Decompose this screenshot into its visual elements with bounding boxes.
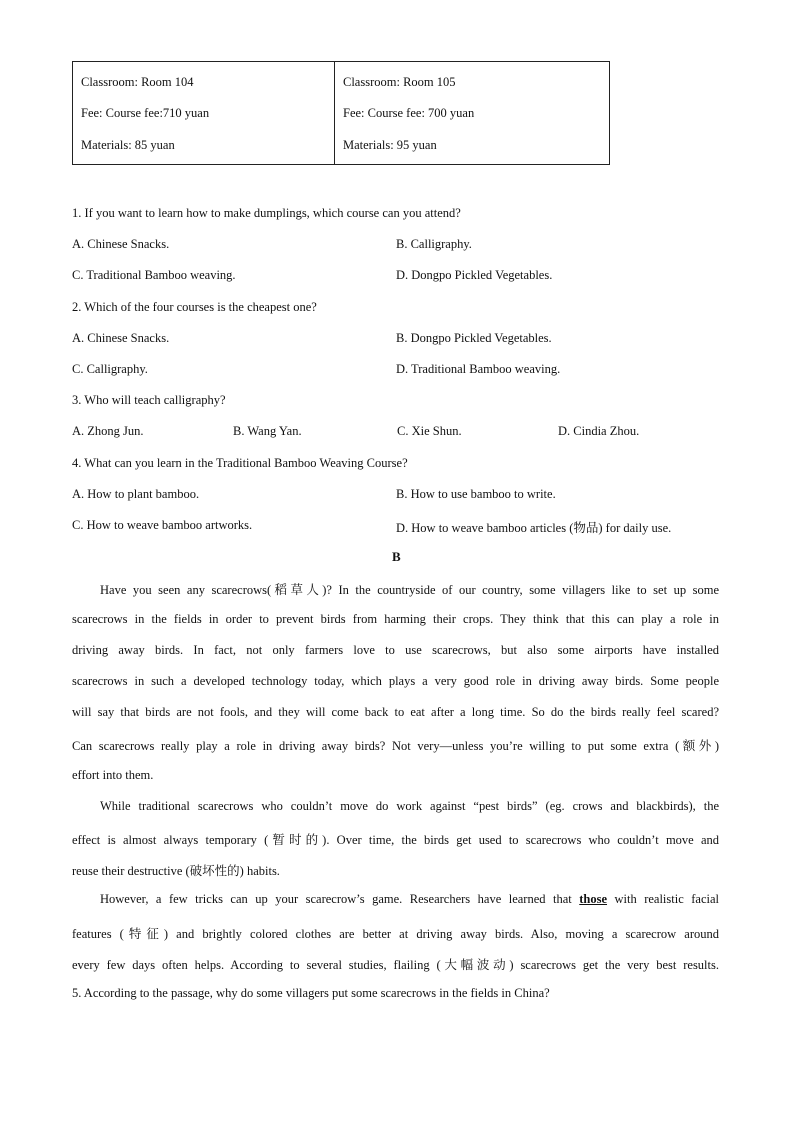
question-1-option-d: D. Dongpo Pickled Vegetables. bbox=[396, 268, 553, 282]
fee-text: Fee: Course fee:710 yuan bbox=[81, 106, 210, 120]
question-2-option-a: A. Chinese Snacks. bbox=[72, 331, 170, 345]
classroom-text: Classroom: Room 105 bbox=[343, 75, 456, 89]
paragraph-3-line: features (特征) and brightly colored clothes are better at driving away birds. Also, moving a scarecrow around bbox=[72, 927, 719, 941]
question-4-option-d: D. How to weave bamboo articles (物品) for daily use. bbox=[396, 521, 672, 535]
question-2-stem: 2. Which of the four courses is the cheapest one? bbox=[72, 300, 317, 314]
paragraph-3-line: every few days often helps. According to several studies, flailing (大幅波动) scarecrows get the very best results. bbox=[72, 958, 719, 972]
classroom-text: Classroom: Room 104 bbox=[81, 75, 194, 89]
question-3-option-b: B. Wang Yan. bbox=[233, 424, 302, 438]
paragraph-1-line: will say that birds are not fools, and they will come back to eat after a long time. So do the birds really feel scared? bbox=[72, 705, 719, 719]
section-b-title: B bbox=[392, 549, 401, 564]
question-2-option-c: C. Calligraphy. bbox=[72, 362, 148, 376]
question-1-option-a: A. Chinese Snacks. bbox=[72, 237, 170, 251]
question-1-stem: 1. If you want to learn how to make dumplings, which course can you attend? bbox=[72, 206, 461, 220]
paragraph-1-line: effort into them. bbox=[72, 768, 154, 782]
question-3-stem: 3. Who will teach calligraphy? bbox=[72, 393, 226, 407]
paragraph-1-line: scarecrows in the fields in order to prevent birds from harming their crops. They think that this can play a role in bbox=[72, 612, 719, 626]
paragraph-1-line: driving away birds. In fact, not only farmers love to use scarecrows, but also some airports have installed bbox=[72, 643, 719, 657]
question-3-option-a: A. Zhong Jun. bbox=[72, 424, 144, 438]
paragraph-3-text-before: However, a few tricks can up your scarecrow’s game. Researchers have learned that bbox=[100, 892, 572, 906]
paragraph-1-line: scarecrows in such a developed technology today, which plays a very good role in driving away birds. Some people bbox=[72, 674, 719, 688]
question-3-option-c: C. Xie Shun. bbox=[397, 424, 462, 438]
question-4-stem: 4. What can you learn in the Traditional Bamboo Weaving Course? bbox=[72, 456, 408, 470]
question-4-option-b: B. How to use bamboo to write. bbox=[396, 487, 556, 501]
paragraph-2-line: While traditional scarecrows who couldn’t move do work against “pest birds” (eg. crows and blackbirds), the bbox=[100, 799, 719, 813]
question-1-option-b: B. Calligraphy. bbox=[396, 237, 472, 251]
course-info-cell-left bbox=[73, 62, 335, 164]
materials-text: Materials: 95 yuan bbox=[343, 138, 437, 152]
question-5-stem: 5. According to the passage, why do some villagers put some scarecrows in the fields in China? bbox=[72, 986, 550, 1000]
highlighted-keyword-those: those bbox=[579, 892, 608, 906]
paragraph-3-text-after: with realistic facial bbox=[614, 892, 720, 906]
materials-text: Materials: 85 yuan bbox=[81, 138, 175, 152]
course-info-cell-right bbox=[335, 62, 609, 164]
question-3-option-d: D. Cindia Zhou. bbox=[558, 424, 640, 438]
paragraph-2-line: reuse their destructive (破坏性的) habits. bbox=[72, 864, 280, 878]
question-4-option-c: C. How to weave bamboo artworks. bbox=[72, 518, 253, 532]
paragraph-3-line bbox=[100, 892, 719, 907]
paragraph-1-line: Have you seen any scarecrows(稻草人)? In the countryside of our country, some villagers like to set up some bbox=[100, 583, 719, 597]
question-1-option-c: C. Traditional Bamboo weaving. bbox=[72, 268, 236, 282]
question-2-option-b: B. Dongpo Pickled Vegetables. bbox=[396, 331, 552, 345]
fee-text: Fee: Course fee: 700 yuan bbox=[343, 106, 475, 120]
question-2-option-d: D. Traditional Bamboo weaving. bbox=[396, 362, 561, 376]
paragraph-2-line: effect is almost always temporary (暂时的). Over time, the birds get used to scarecrows who couldn’t move and bbox=[72, 833, 719, 847]
course-info-table bbox=[72, 61, 610, 165]
question-4-option-a: A. How to plant bamboo. bbox=[72, 487, 200, 501]
paragraph-1-line: Can scarecrows really play a role in driving away birds? Not very—unless you’re willing to put some extra (额外) bbox=[72, 739, 719, 753]
